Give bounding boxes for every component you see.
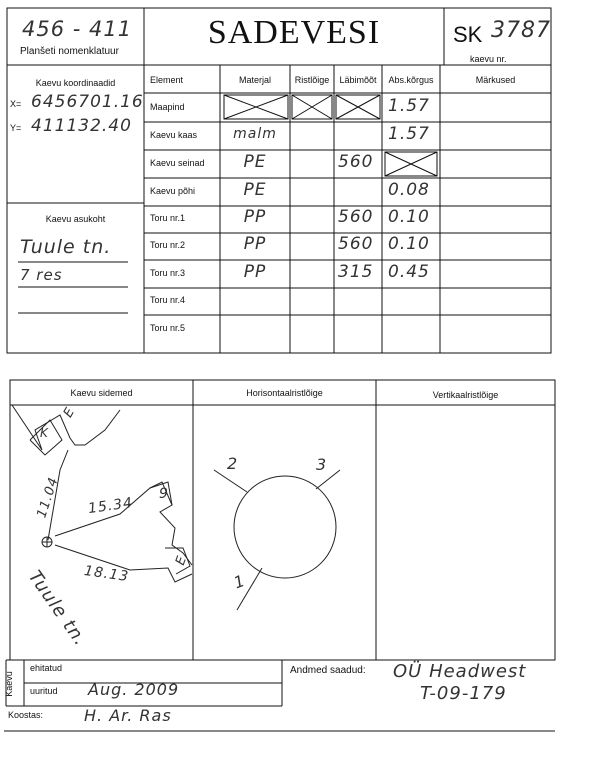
page-title: SADEVESI [207,14,381,51]
row-elevation: 1.57 [388,124,430,144]
sketch-street: Tuule tn. [23,566,92,651]
side-label: Kaevu [3,671,14,697]
built-label: ehitatud [30,663,63,673]
row-diameter: 315 [338,262,374,282]
row-element: Maapind [150,102,185,112]
row-material: PE [243,152,267,172]
ties-label: Kaevu sidemed [70,388,133,398]
location-label: Kaevu asukoht [45,214,106,224]
row-element: Toru nr.5 [150,323,186,333]
col-material: Materjal [238,75,271,85]
author-label: Koostas: [8,710,44,720]
location-street: Tuule tn. [20,236,112,258]
location-number: 7 res [20,266,63,284]
row-elevation: 0.10 [388,234,430,254]
row-elevation: 0.08 [388,180,430,200]
author-value: H. Ar. Ras [84,706,172,725]
data-received-label: Andmed saadud: [290,665,366,676]
coordinates-label: Kaevu koordinaadid [35,78,116,88]
mark-9: 9 [159,486,169,502]
mark-k: K [40,426,49,440]
row-material: PP [243,262,267,282]
sheet-code: 456 - 411 [22,17,133,41]
surveyed-label: uuritud [30,686,58,696]
row-material: PP [243,234,267,254]
row-element: Toru nr.2 [150,240,186,250]
surveyed-date: Aug. 2009 [88,680,180,699]
row-element: Toru nr.1 [150,213,186,223]
row-material: PE [243,180,267,200]
pipe-label-3: 3 [316,455,328,474]
col-diameter: Läbimõõt [339,75,377,85]
y-coordinate: 411132.40 [31,116,132,136]
tie-distance-2: 15.34 [87,494,134,518]
col-element: Element [150,75,184,85]
y-prefix: Y= [10,123,22,133]
col-notes: Märkused [475,75,516,85]
sheet-code-label: Planšeti nomenklatuur [20,46,119,57]
well-number-label: kaevu nr. [470,54,507,64]
row-element: Kaevu kaas [150,130,198,140]
data-received-company: OÜ Headwest [393,661,527,682]
pipe-label-1: 1 [231,570,249,593]
horizontal-section-label: Horisontaalristlõige [246,388,323,398]
tie-distance-3: 18.13 [83,562,130,586]
horizontal-section-drawing [214,470,340,610]
x-coordinate: 6456701.16 [31,92,144,112]
mark-e-bottom: E [172,553,191,568]
row-element: Toru nr.4 [150,295,186,305]
tie-distance-1: 11.04 [34,475,62,520]
mark-e-top: E [60,404,79,421]
row-element: Toru nr.3 [150,268,186,278]
row-diameter: 560 [338,152,374,172]
row-element: Kaevu seinad [150,158,205,168]
row-elevation: 0.10 [388,207,430,227]
well-number: 3787 [491,18,551,43]
row-material: PP [243,207,267,227]
x-prefix: X= [10,99,22,109]
vertical-section-label: Vertikaalristlõige [432,390,499,400]
col-elevation: Abs.kõrgus [388,75,434,85]
data-received-number: T-09-179 [420,683,507,704]
row-diameter: 560 [338,207,374,227]
col-section: Ristlõige [294,75,330,85]
row-material: malm [233,126,277,142]
row-elevation: 0.45 [388,262,430,282]
pipe-label-2: 2 [227,454,239,473]
row-diameter: 560 [338,234,374,254]
row-element: Kaevu põhi [150,186,196,196]
well-prefix: SK [453,22,483,47]
row-elevation: 1.57 [388,96,430,116]
